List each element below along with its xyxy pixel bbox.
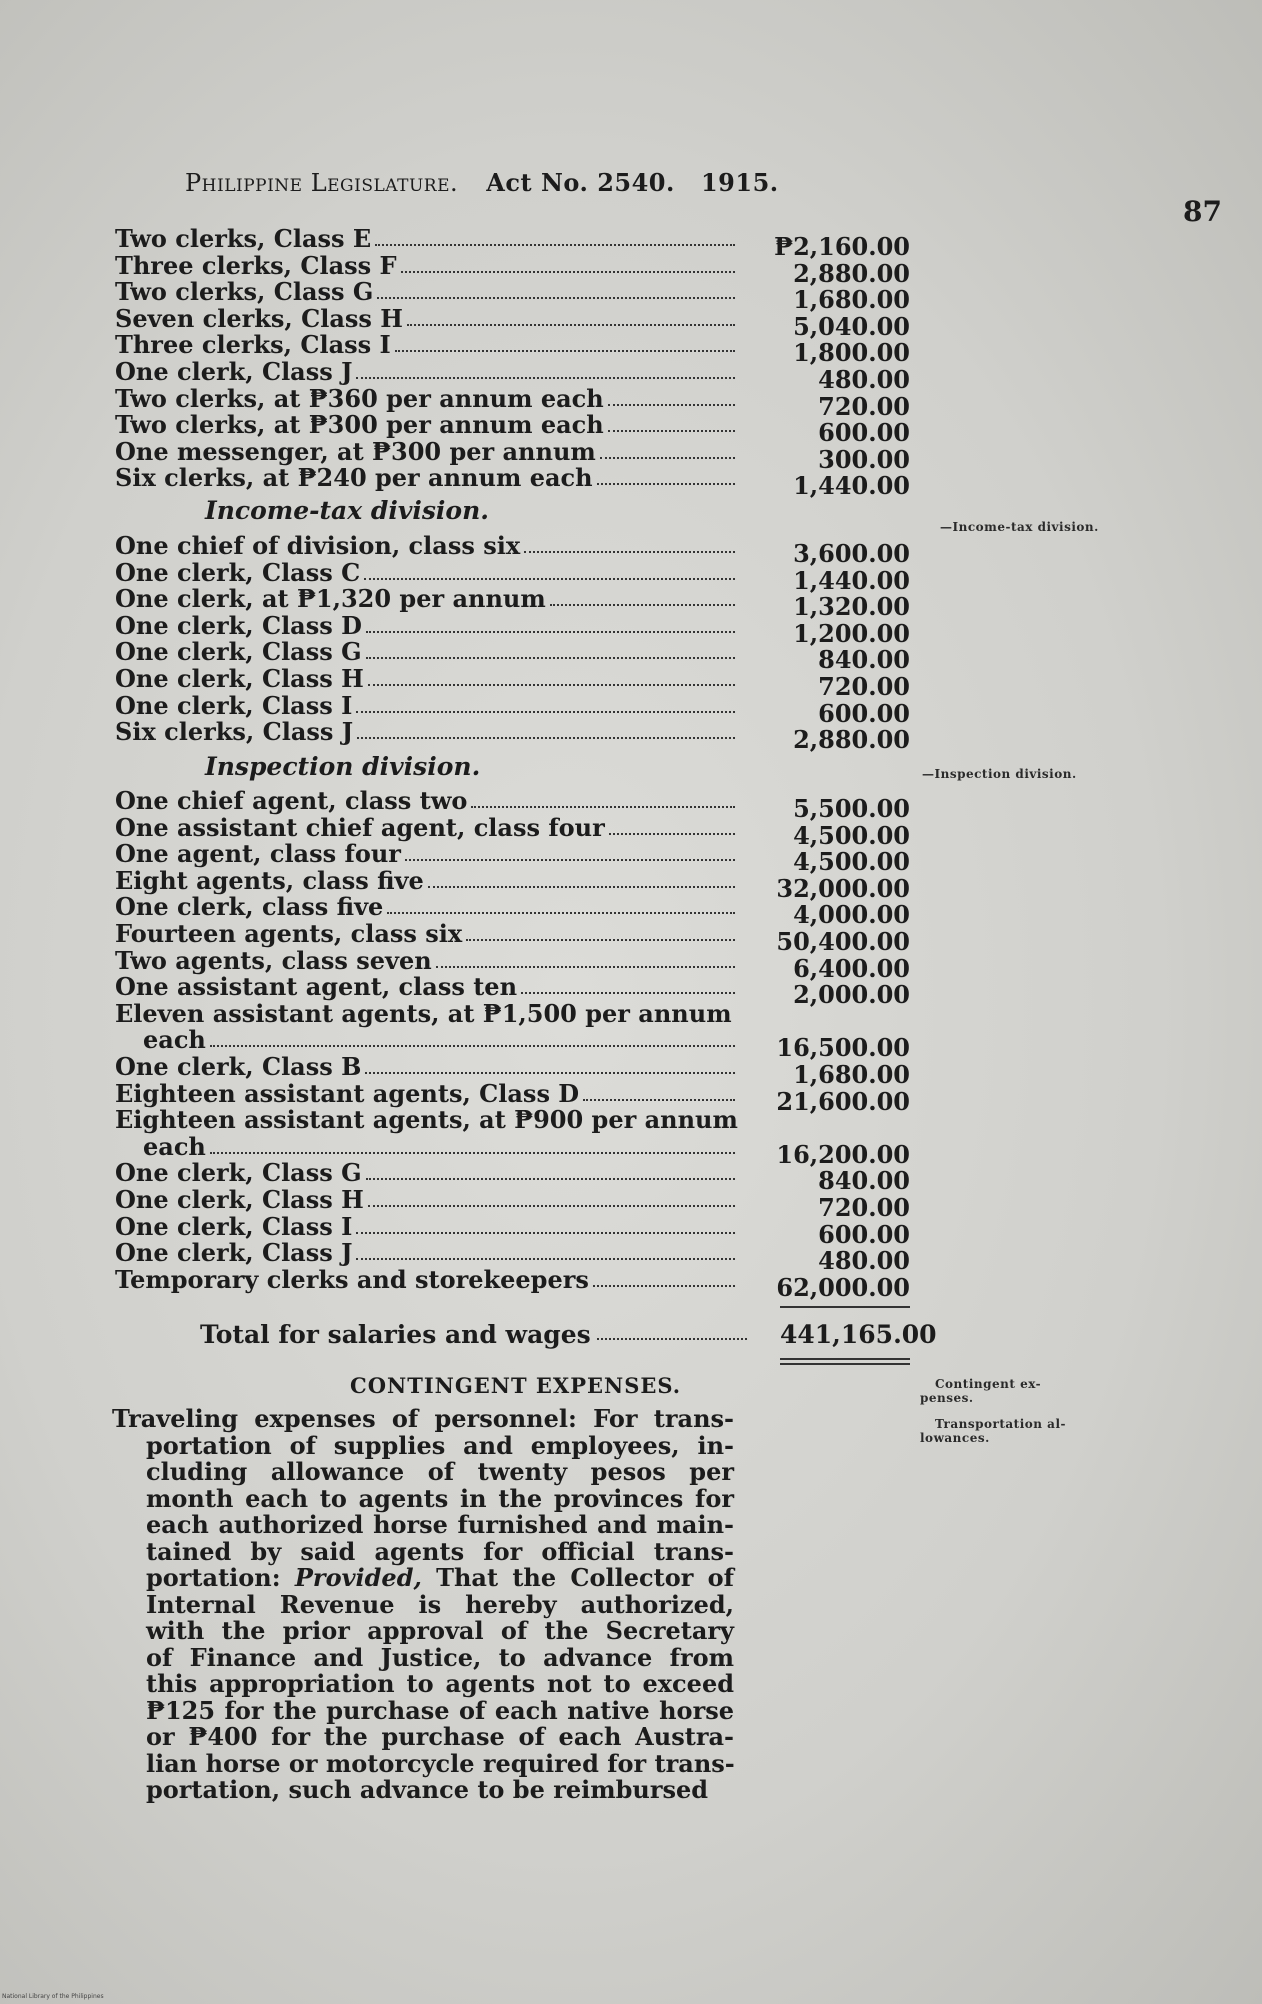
leader-dots [366, 1178, 735, 1180]
item-label: One assistant agent, class ten [115, 972, 518, 1002]
paragraph-line: month each to agents in the provinces for [146, 1483, 734, 1513]
double-rule-top [780, 1358, 910, 1360]
item-label: Eighteen assistant agents, at ₱900 per annum [115, 1105, 738, 1135]
inspection-heading: Inspection division. [205, 752, 481, 781]
leader-dots [471, 806, 735, 808]
provided-lead: portation: [146, 1563, 281, 1592]
leader-dots [608, 404, 735, 406]
appropriation-row [115, 1052, 910, 1089]
leader-dots [407, 324, 735, 326]
item-label: Six clerks, at ₱240 per annum each [115, 463, 593, 493]
header-year: 1915. [700, 168, 779, 197]
transportation-margin-note-1: Transportation al- [935, 1417, 1066, 1431]
appropriation-row-continuation [115, 1131, 910, 1169]
item-amount: 2,880.00 [793, 725, 910, 755]
leader-dots [550, 604, 735, 606]
item-label: Fourteen agents, class six [115, 919, 463, 948]
leader-dots [375, 244, 735, 246]
leader-dots [609, 833, 735, 835]
page-number: 87 [1183, 195, 1222, 228]
item-amount: 5,040.00 [793, 311, 910, 341]
scan-footer: National Library of the Philippines [2, 1993, 104, 2000]
leader-dots [583, 1099, 735, 1101]
appropriation-row [115, 892, 910, 930]
leader-dots [387, 912, 735, 914]
item-label: One clerk, Class I [115, 1211, 353, 1241]
item-label: One clerk, Class G [115, 637, 362, 667]
leader-dots [366, 657, 735, 659]
item-label: One clerk, Class B [115, 1052, 362, 1081]
total-leader-dots [597, 1338, 747, 1340]
appropriation-row [115, 637, 910, 675]
item-amount: 32,000.00 [776, 873, 910, 903]
leader-dots [593, 1285, 735, 1287]
item-amount: 4,500.00 [793, 847, 910, 877]
item-amount: 300.00 [818, 444, 910, 474]
item-label-continuation: each [143, 1025, 206, 1055]
item-label: One clerk, Class G [115, 1158, 362, 1188]
item-amount: 4,000.00 [793, 900, 910, 930]
income-tax-margin-note: —Income-tax division. [940, 520, 1099, 534]
leader-dots [356, 1232, 735, 1234]
item-amount: 16,500.00 [776, 1033, 910, 1063]
item-label: Seven clerks, Class H [115, 303, 403, 333]
appropriation-row [115, 786, 910, 823]
paragraph-line: cluding allowance of twenty pesos per [146, 1457, 734, 1486]
header-act: Act No. 2540. [486, 168, 675, 197]
item-amount: 1,800.00 [793, 338, 910, 368]
item-label: One assistant chief agent, class four [115, 812, 605, 842]
leader-dots [521, 992, 735, 994]
item-label: One clerk, Class I [115, 690, 353, 720]
paragraph-line: Traveling expenses of personnel: For trans- [112, 1404, 734, 1433]
appropriation-row [115, 972, 910, 1010]
leader-dots [366, 631, 735, 633]
item-amount: 840.00 [818, 1166, 910, 1196]
appropriation-row [115, 1107, 910, 1133]
item-amount: 1,320.00 [793, 592, 910, 622]
item-label: Two clerks, Class E [115, 224, 372, 253]
paragraph-line: ₱125 for the purchase of each native horse [146, 1695, 734, 1725]
item-amount: 2,880.00 [793, 258, 910, 288]
appropriation-row [115, 664, 910, 701]
leader-dots [357, 737, 735, 739]
leader-dots [395, 350, 735, 352]
paragraph-line: of Finance and Justice, to advance from [146, 1642, 734, 1672]
contingent-expenses-title: CONTINGENT EXPENSES. [350, 1373, 682, 1398]
contingent-paragraph [112, 1406, 734, 1804]
item-label: One chief of division, class six [115, 531, 521, 560]
item-label: One clerk, class five [115, 892, 384, 922]
item-label-continuation: each [143, 1131, 206, 1161]
item-label: Eleven assistant agents, at ₱1,500 per annum [115, 998, 732, 1028]
transportation-margin-note-2: lowances. [920, 1431, 990, 1445]
leader-dots [405, 859, 735, 861]
appropriation-row [115, 584, 910, 622]
leader-dots [524, 551, 735, 553]
appropriation-row-continuation [115, 1025, 910, 1063]
appropriation-row [115, 277, 910, 315]
total-label: Total for salaries and wages [200, 1320, 591, 1349]
item-amount: 1,680.00 [793, 1060, 910, 1089]
item-label: Two clerks, Class G [115, 277, 374, 307]
item-amount: 3,600.00 [793, 539, 910, 568]
appropriation-row [115, 1238, 910, 1276]
leader-dots [356, 711, 735, 713]
appropriation-row [115, 717, 910, 755]
item-label: One clerk, Class H [115, 1185, 364, 1214]
leader-dots [608, 430, 735, 432]
item-label: Three clerks, Class F [115, 250, 397, 280]
appropriation-row [115, 839, 910, 877]
paragraph-line: lian horse or motorcycle required for trans- [146, 1748, 735, 1778]
item-label: Two clerks, at ₱300 per annum each [115, 410, 604, 440]
sum-rule [780, 1306, 910, 1308]
leader-dots [356, 377, 735, 379]
item-amount: 600.00 [818, 1219, 910, 1249]
appropriation-row [115, 357, 910, 394]
item-label: One clerk, Class J [115, 357, 353, 386]
appropriation-row [115, 436, 910, 474]
appropriation-row [115, 250, 910, 288]
inspection-margin-note: —Inspection division. [922, 767, 1077, 781]
item-amount: 4,500.00 [793, 820, 910, 850]
paragraph-line: with the prior approval of the Secretary [146, 1616, 734, 1645]
item-amount: 720.00 [818, 672, 910, 701]
leader-dots [364, 578, 735, 580]
leader-dots [356, 1258, 735, 1260]
appropriation-row [115, 1264, 910, 1302]
item-amount: 480.00 [818, 365, 910, 394]
item-amount: 720.00 [818, 391, 910, 421]
paragraph-line: or ₱400 for the purchase of each Austra- [146, 1722, 734, 1751]
appropriation-row [115, 919, 910, 956]
appropriation-row [115, 383, 910, 421]
item-label: One chief agent, class two [115, 786, 468, 815]
item-amount: 50,400.00 [776, 927, 910, 956]
appropriation-row [115, 610, 910, 648]
paragraph-line-provided [112, 1565, 734, 1592]
total-amount: 441,165.00 [780, 1320, 937, 1349]
item-amount: 1,200.00 [793, 618, 910, 648]
item-amount: 1,440.00 [793, 471, 910, 501]
appropriation-row [115, 812, 910, 850]
item-amount: 21,600.00 [776, 1086, 910, 1116]
item-amount: 600.00 [818, 698, 910, 728]
appropriation-row [115, 557, 910, 595]
paragraph-line: each authorized horse furnished and main- [146, 1510, 734, 1539]
provided-word: Provided, [294, 1563, 422, 1592]
leader-dots [377, 297, 735, 299]
income-tax-heading: Income-tax division. [205, 496, 489, 525]
leader-dots [600, 457, 735, 459]
item-label: One clerk, Class J [115, 1238, 353, 1268]
item-label: Eight agents, class five [115, 865, 424, 895]
leader-dots [436, 966, 735, 968]
item-amount: 1,440.00 [793, 565, 910, 595]
appropriation-row [115, 945, 910, 983]
item-label: Two agents, class seven [115, 945, 432, 975]
paragraph-line: portation of supplies and employees, in- [146, 1430, 734, 1460]
item-amount: 720.00 [818, 1193, 910, 1222]
appropriation-row [115, 1185, 910, 1222]
item-amount: 480.00 [818, 1246, 910, 1276]
item-label: One clerk, at ₱1,320 per annum [115, 584, 546, 614]
paragraph-line: tained by said agents for official trans- [146, 1536, 734, 1566]
item-label: One clerk, Class D [115, 610, 362, 640]
contingent-margin-note-2: penses. [920, 1391, 974, 1405]
paragraph-line: portation, such advance to be reimbursed [146, 1775, 709, 1804]
item-label: One agent, class four [115, 839, 401, 869]
leader-dots [428, 886, 735, 888]
item-amount: 1,680.00 [793, 285, 910, 315]
leader-dots [401, 271, 735, 273]
appropriation-row [115, 998, 910, 1028]
item-amount: 600.00 [818, 418, 910, 448]
item-label: Two clerks, at ₱360 per annum each [115, 383, 604, 413]
item-label: One clerk, Class C [115, 557, 361, 587]
item-amount: 62,000.00 [776, 1272, 910, 1302]
appropriation-row [115, 303, 910, 341]
provided-rest: That the Collector of [436, 1563, 734, 1592]
running-header [185, 168, 779, 197]
leader-dots [466, 939, 735, 941]
item-label: Six clerks, Class J [115, 717, 354, 747]
item-label: Temporary clerks and storekeepers [115, 1264, 589, 1294]
leader-dots [368, 684, 735, 686]
appropriation-row [115, 410, 910, 448]
item-label: Eighteen assistant agents, Class D [115, 1078, 580, 1108]
item-label: One messenger, at ₱300 per annum [115, 436, 596, 466]
leader-dots [368, 1205, 735, 1207]
item-label: Three clerks, Class I [115, 330, 391, 360]
appropriation-row [115, 1078, 910, 1116]
item-amount: 6,400.00 [793, 953, 910, 983]
header-title: Philippine Legislature. [185, 169, 459, 197]
item-label: One clerk, Class H [115, 664, 364, 693]
appropriation-row [115, 463, 910, 501]
appropriation-row [115, 224, 910, 261]
item-amount: 5,500.00 [793, 794, 910, 823]
leader-dots [210, 1045, 735, 1047]
appropriation-row [115, 531, 910, 568]
paragraph-line: Internal Revenue is hereby authorized, [146, 1589, 734, 1619]
item-amount: 2,000.00 [793, 980, 910, 1010]
appropriation-row [115, 1158, 910, 1196]
item-amount: 840.00 [818, 645, 910, 675]
item-amount: 16,200.00 [776, 1139, 910, 1169]
appropriation-row [115, 330, 910, 368]
item-amount: ₱2,160.00 [774, 232, 910, 261]
appropriation-row [115, 1211, 910, 1249]
contingent-margin-note-1: Contingent ex- [935, 1377, 1042, 1391]
leader-dots [210, 1152, 735, 1154]
appropriation-row [115, 865, 910, 903]
paragraph-line: this appropriation to agents not to exceed [146, 1669, 734, 1698]
leader-dots [365, 1072, 735, 1074]
double-rule-bottom [780, 1363, 910, 1365]
appropriation-row [115, 690, 910, 728]
leader-dots [597, 483, 735, 485]
